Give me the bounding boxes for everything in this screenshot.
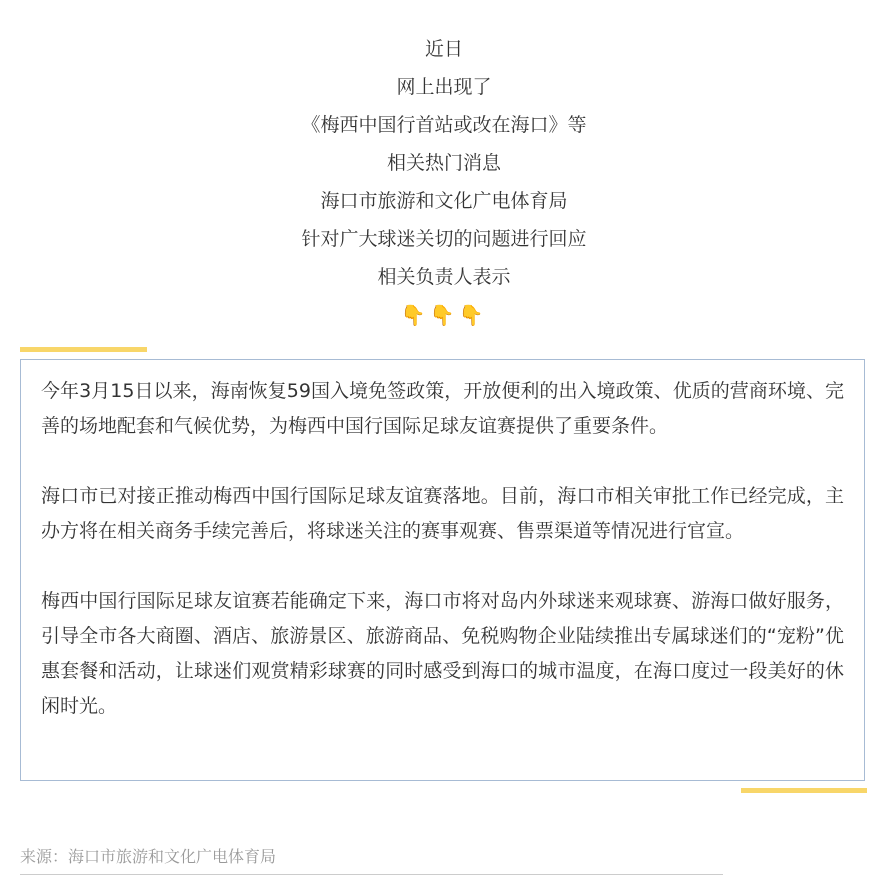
intro-line: 针对广大球迷关切的问题进行回应 — [301, 228, 587, 250]
decorative-accent-bar — [741, 788, 867, 793]
intro-line: 相关热门消息 — [386, 152, 501, 174]
article-paragraph: 今年3月15日以来，海南恢复59国入境免签政策，开放便利的出入境政策、优质的营商环境、完善的场地配套和气候优势，为梅西中国行国际足球友谊赛提供了重要条件。 — [41, 380, 844, 437]
article-box — [20, 359, 865, 781]
source-credit: 来源：海口市旅游和文化广电体育局 — [20, 847, 277, 866]
pointing-down-icon: 👇👇👇 — [400, 303, 488, 327]
divider — [20, 874, 723, 875]
article-paragraph: 海口市已对接正推动梅西中国行国际足球友谊赛落地。目前，海口市相关审批工作已经完成，主办方将在相关商务手续完善后，将球迷关注的赛事观赛、售票渠道等情况进行官宣。 — [41, 485, 844, 542]
intro-line: 《梅西中国行首站或改在海口》等 — [301, 114, 587, 136]
decorative-accent-bar — [20, 347, 147, 352]
intro-line: 相关负责人表示 — [377, 266, 511, 288]
intro-block — [0, 30, 888, 334]
intro-line: 近日 — [424, 38, 463, 60]
intro-line: 网上出现了 — [396, 76, 492, 98]
intro-line: 海口市旅游和文化广电体育局 — [320, 190, 568, 212]
article-paragraph: 梅西中国行国际足球友谊赛若能确定下来，海口市将对岛内外球迷来观球赛、游海口做好服务，引导全市各大商圈、酒店、旅游景区、旅游商品、免税购物企业陆续推出专属球迷们的“宠粉”优惠套餐和活动，让球迷们观赏精彩球赛的同时感受到海口的城市温度，在海口度过一段美好的休闲时光。 — [41, 590, 844, 717]
